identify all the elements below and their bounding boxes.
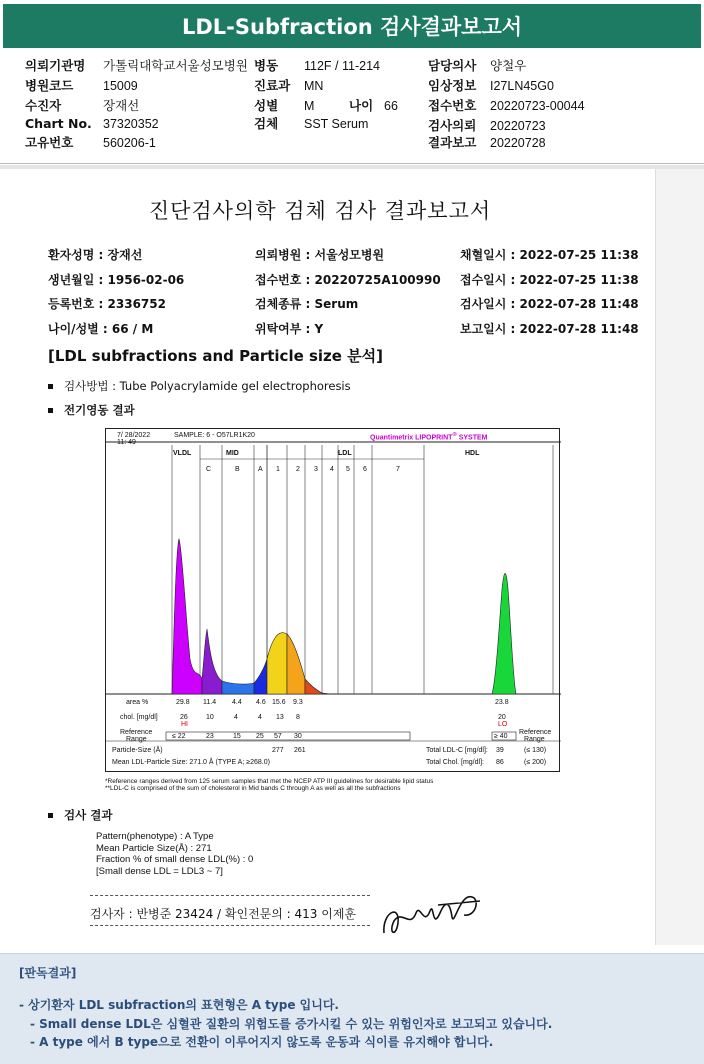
chol-flag-hi: HI: [181, 721, 188, 728]
result-list: [96, 831, 253, 877]
band-b: B: [235, 466, 240, 473]
mean-size: Mean LDL-Particle Size: 271.0 Å (TYPE A; ≥268.0): [112, 759, 270, 766]
age-sex: 나이/성별 : 66 / M: [48, 322, 154, 336]
judgement-line-1: - 상기환자 LDL subfraction의 표현형은 A type 입니다.: [19, 998, 339, 1012]
registration-number: 등록번호 : 2336752: [48, 297, 166, 311]
specimen-type: 검체종류 : Serum: [255, 297, 359, 311]
chol-1: 13: [276, 714, 284, 721]
band-c: C: [206, 466, 212, 473]
info-specimen: 검체 SST Serum: [254, 116, 369, 131]
peak-vldl: [172, 539, 202, 694]
result-note: [Small dense LDL = LDL3 ~ 7]: [96, 865, 223, 877]
particle-1: 277: [272, 747, 284, 754]
area-hdl: 23.8: [495, 699, 509, 706]
ref-right-1: Reference: [519, 729, 552, 736]
area-1: 15.6: [272, 699, 286, 706]
ref-hdl: ≥ 40: [494, 733, 508, 740]
bullet-icon: [48, 408, 53, 413]
footnote-1: *Reference ranges derived from 125 serum samples that met the NCEP ATP III guidelines for desirable lipid status: [105, 778, 434, 785]
info-clinical: 임상정보 I27LN45G0: [428, 78, 554, 93]
signer-info: 검사자 : 반병준 23424 / 확인전문의 : 413 이제훈: [90, 907, 357, 921]
ref-1: 57: [274, 733, 282, 740]
test-time: 검사일시 : 2022-07-28 11:48: [460, 297, 639, 311]
bullet-icon: [48, 813, 53, 818]
receipt-time: 접수일시 : 2022-07-25 11:38: [460, 273, 639, 287]
band-6: 6: [363, 466, 367, 473]
band-1: 1: [276, 466, 280, 473]
total-chol-value: 86: [496, 759, 504, 766]
peak-ldl2: [287, 634, 305, 694]
band-2: 2: [296, 466, 300, 473]
signer-line-bottom: [90, 925, 370, 926]
peak-mid-b: [222, 681, 254, 694]
report-header: [3, 4, 701, 48]
report-time: 보고일시 : 2022-07-28 11:48: [460, 322, 639, 336]
chart-svg: [106, 429, 561, 773]
band-5: 5: [346, 466, 350, 473]
total-chol-label: Total Chol. [mg/dl]:: [426, 759, 484, 766]
band-a: A: [258, 466, 263, 473]
group-hdl: HDL: [465, 450, 480, 457]
chol-2: 8: [296, 714, 300, 721]
judgement-title: [판독결과]: [19, 966, 77, 980]
info-request-date: 검사의뢰 20220723: [428, 118, 546, 133]
ref-label-2: Range: [126, 736, 147, 743]
receipt-number: 접수번호 : 20220725A100990: [255, 273, 441, 287]
info-report-date: 결과보고 20220728: [428, 135, 546, 150]
info-age: 나이 66: [349, 98, 398, 113]
result-small-dense: Fraction % of small dense LDL(%) : 0: [96, 854, 254, 865]
band-7: 7: [396, 466, 400, 473]
particle-2: 261: [294, 747, 306, 754]
result-mean-size: Mean Particle Size(Å) : 271: [96, 842, 212, 854]
band-4: 4: [330, 466, 334, 473]
peak-ldl1: [267, 633, 287, 694]
bullet-icon: [48, 384, 53, 389]
ref-right-2: Range: [524, 736, 545, 743]
group-vldl: VLDL: [173, 450, 192, 457]
report-header-title: LDL-Subfraction 검사결과보고서: [181, 15, 523, 39]
footnote-2: **LDL-C is comprised of the sum of cholesterol in Mid bands C through A as well as all the subfractions: [105, 785, 401, 792]
chart-sample: SAMPLE: 6 - O57LR1K20: [174, 432, 255, 439]
result-title: 검사 결과: [48, 807, 112, 823]
info-receipt-no: 접수번호 20220723-00044: [428, 98, 585, 113]
chol-hdl: 20: [498, 714, 506, 721]
chol-flag-lo: LO: [498, 721, 508, 728]
signer-line-top: [90, 895, 370, 896]
lipoprint-chart: [105, 428, 560, 772]
ref-vldl: ≤ 22: [172, 733, 186, 740]
ref-c: 23: [206, 733, 214, 740]
side-margin: [656, 169, 704, 945]
peak-mid-a: [254, 659, 267, 694]
total-ldl-ref: (≤ 130): [524, 747, 547, 754]
requesting-hospital: 의뢰병원 : 서울성모병원: [255, 248, 385, 262]
peak-hdl: [492, 573, 516, 694]
ref-2: 30: [294, 733, 302, 740]
method-line: 검사방법 : Tube Polyacrylamide gel electrophoresis: [48, 378, 351, 394]
area-vldl: 29.8: [176, 699, 190, 706]
total-ldl-label: Total LDL-C [mg/dl]:: [426, 747, 488, 754]
info-department: 진료과 MN: [254, 78, 324, 93]
info-sex: 성별 M: [254, 98, 315, 113]
area-c: 11.4: [203, 699, 217, 706]
birth-date: 생년월일 : 1956-02-06: [48, 273, 185, 287]
chol-b: 4: [234, 714, 238, 721]
section-title: [LDL subfractions and Particle size 분석]: [48, 347, 384, 365]
patient-name: 환자성명 : 장재선: [48, 248, 143, 262]
judgement-line-3: - A type 에서 B type으로 전환이 이루어지지 않도록 운동과 식이를 유지해야 합니다.: [30, 1035, 494, 1049]
area-label: area %: [126, 699, 149, 706]
info-panel: [0, 52, 704, 164]
signature-image: [380, 883, 490, 943]
chart-date: 7/ 28/2022: [117, 432, 151, 439]
ref-b: 15: [233, 733, 241, 740]
ref-box-ldl: [166, 732, 410, 740]
info-ward: 병동 112F / 11-214: [254, 58, 380, 73]
chart-brand: Quantimetrix LIPOPRINT® SYSTEM: [370, 432, 488, 442]
chol-vldl: 26: [180, 714, 188, 721]
ref-a: 25: [256, 733, 264, 740]
judgement-panel: [0, 953, 704, 1064]
info-unique-no: 고유번호 560206-1: [25, 135, 156, 150]
info-doctor: 담당의사 양철우: [428, 58, 527, 73]
peak-mid-c: [202, 629, 222, 694]
total-chol-ref: (≤ 200): [524, 759, 547, 766]
chol-label: chol. [mg/dl]: [120, 714, 158, 721]
judgement-line-2: - Small dense LDL은 심혈관 질환의 위험도를 증가시킬 수 있는 위험인자로 보고되고 있습니다.: [30, 1017, 553, 1031]
report-title: 진단검사의학 검체 검사 결과보고서: [148, 199, 492, 223]
total-ldl-value: 39: [496, 747, 504, 754]
info-institution: 의뢰기관명 가톨릭대학교서울성모병원: [25, 58, 248, 73]
area-2: 9.3: [293, 699, 303, 706]
ref-label-1: Reference: [120, 729, 153, 736]
peak-ldl3: [305, 679, 322, 694]
chart-time: 11: 49: [117, 439, 136, 446]
group-ldl: LDL: [338, 450, 352, 457]
chol-a: 4: [258, 714, 262, 721]
info-examinee: 수진자 장재선: [25, 98, 140, 113]
report-document: [0, 169, 656, 945]
collection-time: 채혈일시 : 2022-07-25 11:38: [460, 248, 639, 262]
particle-label: Particle-Size (Å): [112, 747, 163, 754]
info-hospital-code: 병원코드 15009: [25, 78, 138, 93]
area-a: 4.6: [256, 699, 266, 706]
outsourced: 위탁여부 : Y: [255, 322, 324, 336]
band-3: 3: [314, 466, 318, 473]
chol-c: 10: [206, 714, 214, 721]
electro-title: 전기영동 결과: [48, 402, 135, 418]
area-b: 4.4: [232, 699, 242, 706]
info-chart-no: Chart No. 37320352: [25, 116, 159, 131]
result-pattern: Pattern(phenotype) : A Type: [96, 831, 214, 842]
group-mid: MID: [226, 450, 239, 457]
